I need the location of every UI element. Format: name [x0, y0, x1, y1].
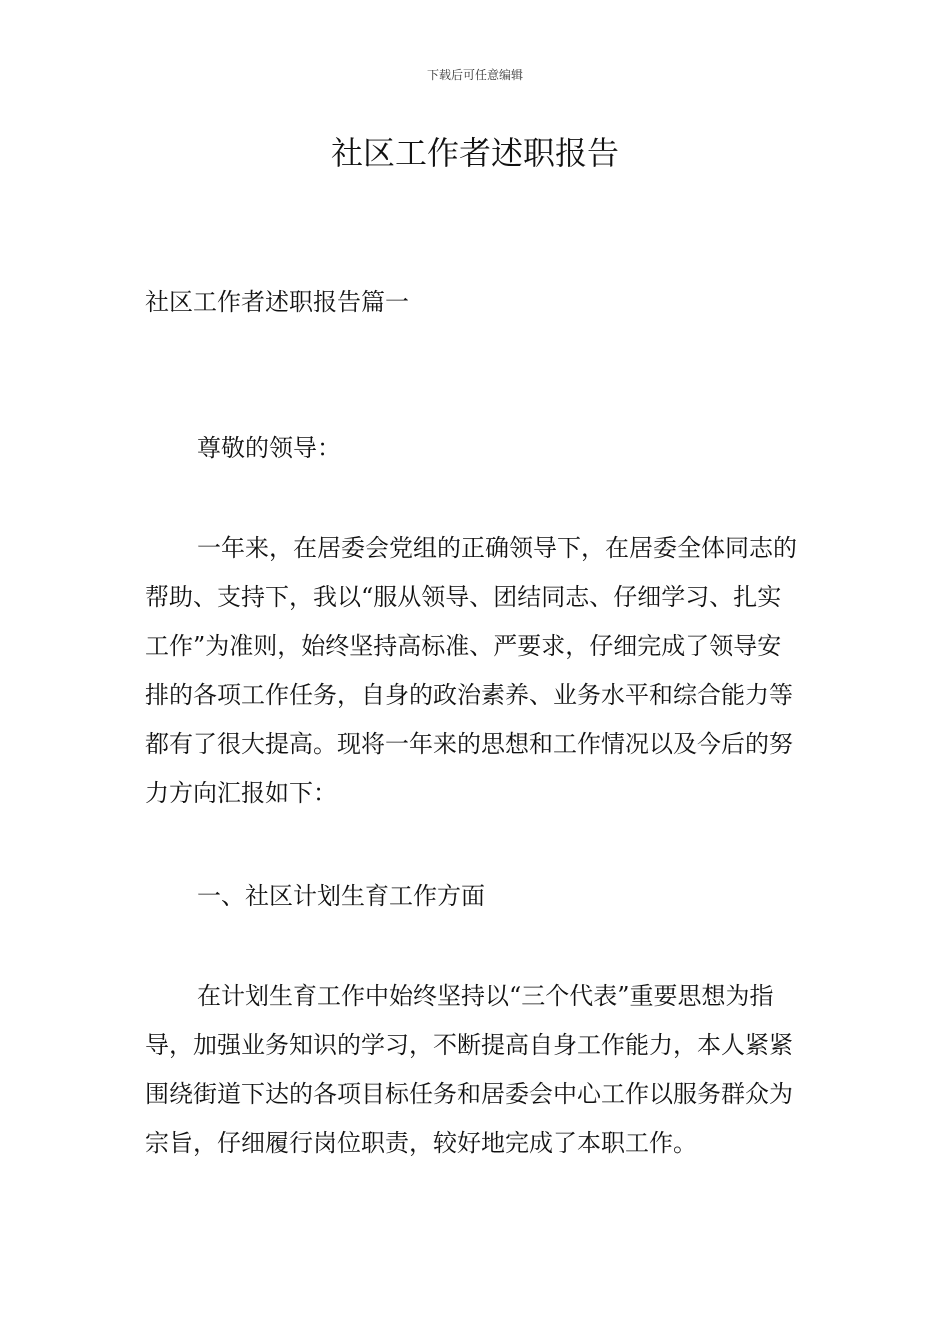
- section-heading: 一、社区计划生育工作方面: [197, 882, 485, 910]
- document-title: 社区工作者述职报告: [330, 134, 619, 172]
- document-subtitle: 社区工作者述职报告篇一: [145, 288, 409, 316]
- header-note: 下载后可任意编辑: [426, 68, 523, 82]
- paragraph-family-planning: 在计划生育工作中始终坚持以“三个代表”重要思想为指导，加强业务知识的学习，不断提高自身工作能力，本人紧紧围绕街道下达的各项目标任务和居委会中心工作以服务群众为宗旨，仔细履行岗位职责，较好地完成了本职工作。: [145, 982, 793, 1157]
- salutation: 尊敬的领导：: [197, 434, 341, 462]
- paragraph-intro: 一年来，在居委会党组的正确领导下，在居委全体同志的帮助、支持下，我以“服从领导、团结同志、仔细学习、扎实工作”为准则，始终坚持高标准、严要求，仔细完成了领导安排的各项工作任务，自身的政治素养、业务水平和综合能力等都有了很大提高。现将一年来的思想和工作情况以及今后的努力方向汇报如下：: [145, 534, 797, 807]
